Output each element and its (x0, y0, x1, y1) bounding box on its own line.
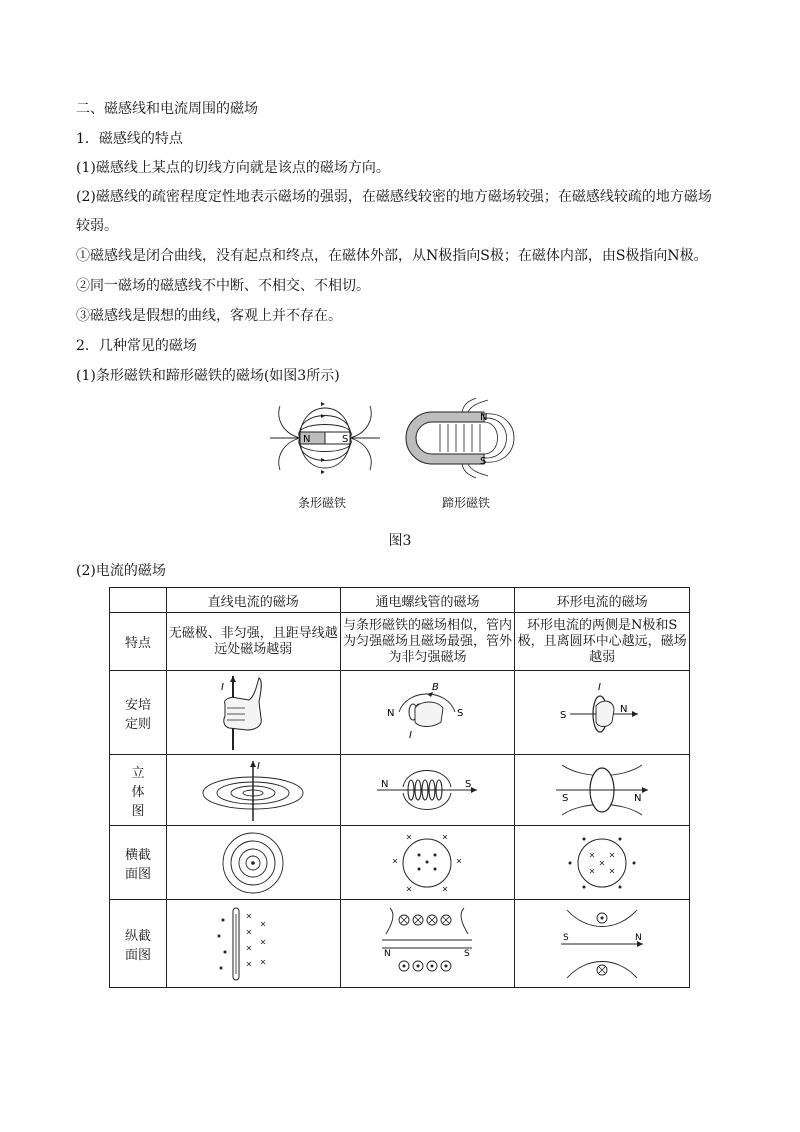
header-solenoid: 通电螺线管的磁场 (340, 588, 515, 613)
point-2: ②同一磁场的磁感线不中断、不相交、不相切。 (76, 278, 370, 294)
straight-wire-3d-field-icon (193, 757, 313, 823)
long-loop-s-label: S (563, 932, 569, 943)
bar-magnet-n-label: N (303, 434, 311, 445)
3d-loop-s-label: S (562, 793, 569, 804)
header-loop-current: 环形电流的磁场 (515, 588, 690, 613)
ampere-solenoid-cell (340, 671, 515, 755)
solenoid-3d-field-icon (367, 757, 487, 823)
cross-straight-cell (166, 826, 340, 900)
table-row-3d-view (110, 755, 690, 826)
row-label-features: 特点 (110, 613, 167, 671)
long-solenoid-s-label: S (464, 948, 471, 959)
table-row-cross-section (110, 826, 690, 900)
right-hand-solenoid-icon (377, 678, 477, 748)
cross-solenoid-cell (340, 826, 515, 900)
loop-cross-section-icon (562, 829, 642, 897)
subsection-title-1: 1．磁感线的特点 (76, 131, 183, 147)
current-i-label: I (221, 681, 225, 693)
table-row-features (110, 613, 690, 671)
long-solenoid-n-label: N (384, 948, 392, 959)
feature-straight-current: 无磁极、非匀强，且距导线越远处磁场越弱 (166, 613, 340, 671)
subsection-title-2: 2．几种常见的磁场 (76, 338, 197, 354)
horseshoe-n-label: N (480, 412, 488, 423)
right-hand-straight-wire-icon (203, 674, 303, 752)
header-straight-current: 直线电流的磁场 (166, 588, 340, 613)
ampere-loop-cell (515, 671, 690, 755)
longitudinal-solenoid-cell (340, 900, 515, 988)
loop-n-label: N (620, 703, 628, 715)
paragraph-4: (2)电流的磁场 (76, 563, 166, 579)
bar-magnet-caption: 条形磁铁 (298, 496, 347, 510)
horseshoe-s-label: S (480, 456, 487, 467)
section-heading: 二、磁感线和电流周围的磁场 (76, 101, 258, 117)
longitudinal-loop-cell (515, 900, 690, 988)
straight-wire-cross-section-icon (213, 829, 293, 897)
3d-solenoid-s-label: S (465, 779, 472, 790)
long-loop-n-label: N (635, 932, 642, 943)
ampere-straight-cell (166, 671, 340, 755)
row-label-cross-section: 横截面图 (110, 826, 167, 900)
bar-magnet-s-label: S (342, 434, 349, 445)
horseshoe-magnet-caption: 蹄形磁铁 (442, 496, 491, 510)
solenoid-i-label: I (409, 729, 413, 741)
figure-3-label: 图3 (388, 533, 412, 549)
paragraph-3: (1)条形磁铁和蹄形磁铁的磁场(如图3所示) (76, 368, 340, 384)
solenoid-s-label: S (457, 707, 464, 719)
right-hand-loop-icon (552, 678, 652, 748)
field-b-label: B (432, 681, 440, 693)
3d-straight-i-label: I (257, 761, 261, 772)
row-label-longitudinal-section: 纵截面图 (110, 900, 167, 988)
paragraph-2-line-1: (2)磁感线的疏密程度定性地表示磁场的强弱，在磁感线较密的地方磁场较强；在磁感线较疏的地方磁场 (76, 189, 712, 205)
table-corner-cell (110, 588, 167, 613)
bar-magnet-figure (270, 398, 380, 490)
paragraph-2-line-2: 较弱。 (76, 218, 118, 234)
loop-s-label: S (560, 709, 567, 721)
row-label-ampere-rule: 安培定则 (110, 671, 167, 755)
table-row-ampere-rule (110, 671, 690, 755)
3d-solenoid-cell (340, 755, 515, 826)
current-magnetic-field-table (109, 587, 690, 988)
point-3: ③磁感线是假想的曲线，客观上并不存在。 (76, 308, 342, 324)
horseshoe-magnet-figure (402, 398, 527, 490)
loop-i-label: I (598, 681, 602, 693)
3d-solenoid-n-label: N (381, 779, 389, 790)
3d-straight-cell (166, 755, 340, 826)
solenoid-n-label: N (387, 707, 395, 719)
row-label-3d-view: 立体图 (110, 755, 167, 826)
solenoid-longitudinal-icon (372, 904, 482, 984)
table-row-longitudinal-section (110, 900, 690, 988)
paragraph-1: (1)磁感线上某点的切线方向就是该点的磁场方向。 (76, 160, 390, 176)
feature-solenoid: 与条形磁铁的磁场相似，管内为匀强磁场且磁场最强，管外为非匀强磁场 (340, 613, 515, 671)
point-1: ①磁感线是闭合曲线，没有起点和终点，在磁体外部，从N极指向S极；在磁体内部，由S极指向N极。 (76, 248, 708, 264)
loop-3d-field-icon (542, 757, 662, 823)
straight-wire-longitudinal-icon (213, 904, 293, 984)
longitudinal-straight-cell (166, 900, 340, 988)
feature-loop-current: 环形电流的两侧是N极和S极，且离圆环中心越远，磁场越弱 (515, 613, 690, 671)
cross-loop-cell (515, 826, 690, 900)
3d-loop-n-label: N (634, 793, 642, 804)
3d-loop-cell (515, 755, 690, 826)
table-header-row (110, 588, 690, 613)
loop-longitudinal-icon (547, 904, 657, 984)
solenoid-cross-section-icon (387, 829, 467, 897)
